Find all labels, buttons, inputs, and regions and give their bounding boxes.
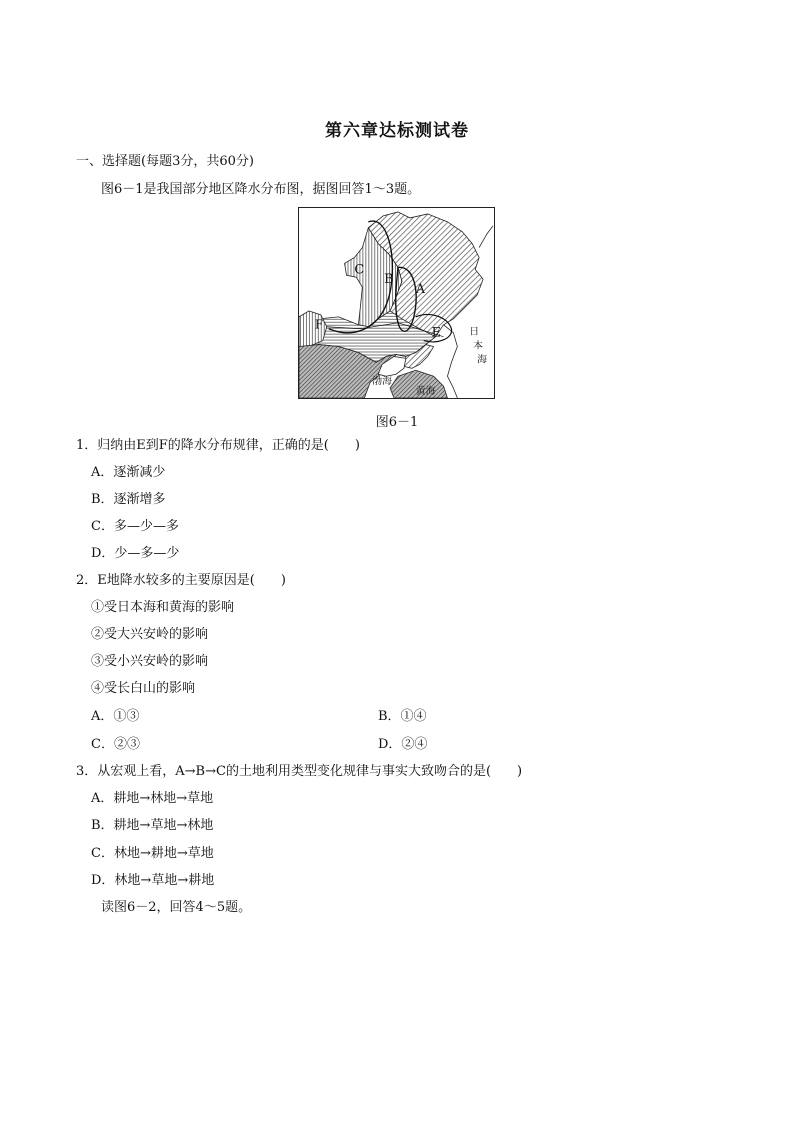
- q3-stem: 3．从宏观上看，A→B→C的土地利用类型变化规律与事实大致吻合的是( ): [76, 764, 523, 779]
- map-label-japan-sea-1: 日: [469, 326, 480, 338]
- page-title: 第六章达标测试卷: [325, 121, 469, 141]
- q2-item-3: ③受小兴安岭的影响: [91, 654, 209, 669]
- map-label-b: B: [384, 272, 394, 288]
- section-heading: 一、选择题(每题3分，共60分): [76, 154, 254, 169]
- map-label-c: C: [354, 262, 365, 278]
- q2-option-a: A．①③: [91, 709, 140, 724]
- q2-option-c: C．②③: [91, 737, 140, 752]
- precipitation-map: [299, 208, 494, 398]
- q2-option-d: D．②④: [378, 737, 428, 752]
- q2-item-4: ④受长白山的影响: [91, 681, 196, 696]
- q2-option-b: B．①④: [378, 709, 427, 724]
- q3-option-b: B．耕地→草地→林地: [91, 818, 214, 833]
- q3-option-d: D．林地→草地→耕地: [91, 873, 215, 888]
- q1-stem: 1．归纳由E到F的降水分布规律，正确的是( ): [76, 438, 360, 453]
- q2-item-2: ②受大兴安岭的影响: [91, 627, 209, 642]
- intro-text-2: 读图6－2，回答4～5题。: [101, 900, 252, 915]
- q1-option-d: D．少—多—少: [91, 546, 180, 561]
- q1-option-c: C．多—少—多: [91, 519, 179, 534]
- map-label-huanghai: 黄海: [415, 386, 436, 398]
- map-label-bohai: 渤海: [372, 376, 393, 388]
- q3-option-a: A．耕地→林地→草地: [91, 791, 214, 806]
- intro-text-1: 图6－1是我国部分地区降水分布图，据图回答1～3题。: [101, 182, 421, 197]
- map-label-f: F: [314, 317, 324, 332]
- q3-option-c: C．林地→耕地→草地: [91, 846, 214, 861]
- figure-caption: 图6－1: [375, 415, 419, 430]
- map-label-e: E: [431, 325, 442, 341]
- map-label-a: A: [415, 282, 426, 298]
- map-label-japan-sea-3: 海: [477, 354, 488, 366]
- q2-item-1: ①受日本海和黄海的影响: [91, 600, 235, 615]
- map-label-japan-sea-2: 本: [473, 340, 484, 352]
- q1-option-b: B．逐渐增多: [91, 492, 166, 507]
- q1-option-a: A．逐渐减少: [91, 465, 166, 480]
- q2-stem: 2．E地降水较多的主要原因是( ): [76, 573, 286, 588]
- precipitation-map-figure: [298, 207, 495, 399]
